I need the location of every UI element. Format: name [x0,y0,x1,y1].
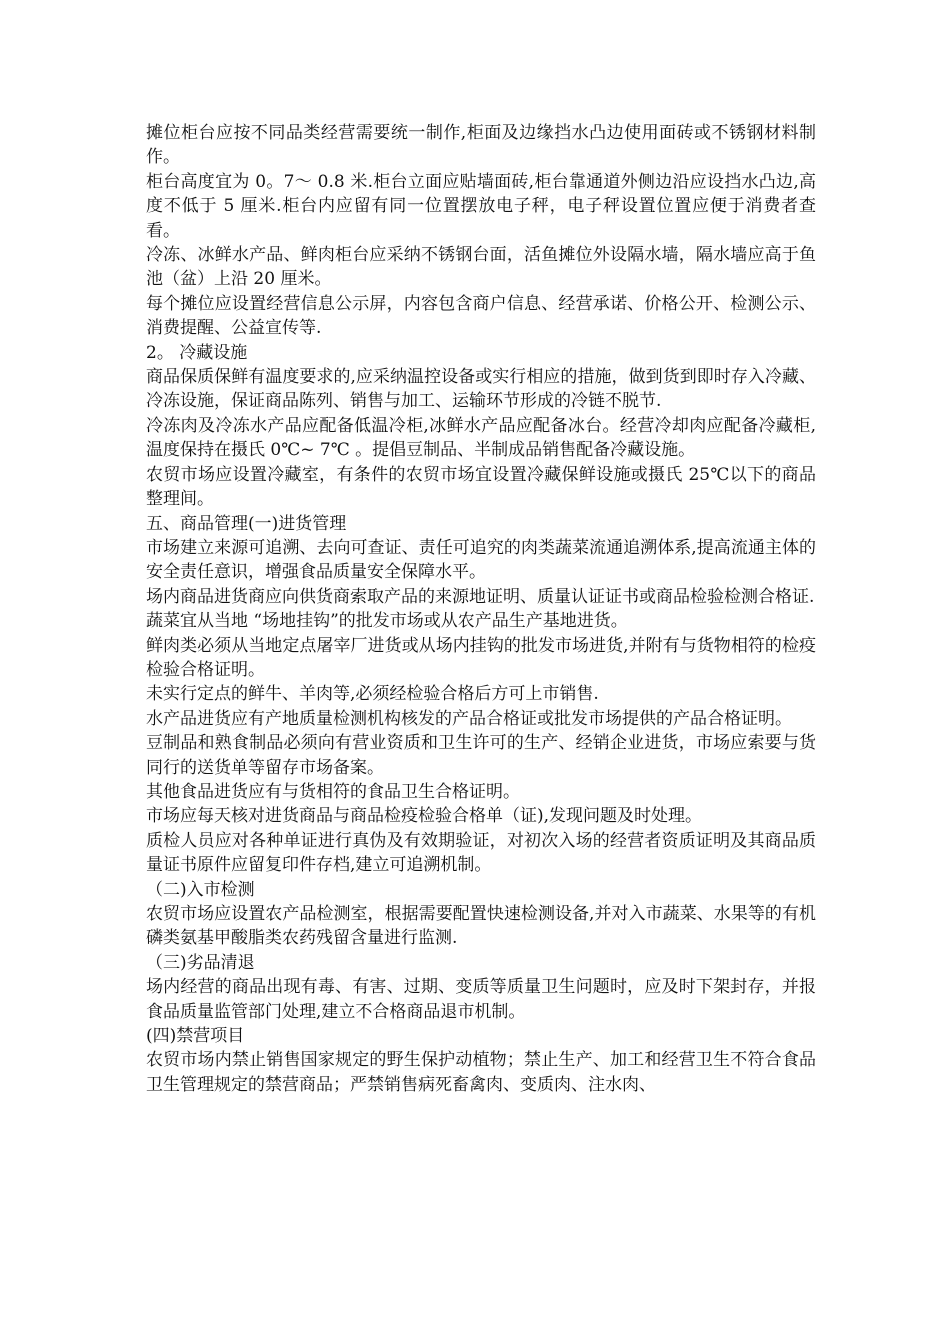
paragraph-cold-chain: 商品保质保鲜有温度要求的,应采纳温控设备或实行相应的措施，做到货到即时存入冷藏、冷冻设施，保证商品陈列、销售与加工、运输环节形成的冷链不脱节. [146,367,816,412]
paragraph-other-food: 其他食品进货应有与货相符的食品卫生合格证明。 [146,781,520,802]
paragraph-prohibited-goods: 农贸市场内禁止销售国家规定的野生保护动植物；禁止生产、加工和经营卫生不符合食品卫生管理规定的禁营商品；严禁销售病死畜禽肉、变质肉、注水肉、 [146,1050,816,1095]
section-heading-cold-storage: 2。 冷藏设施 [146,342,248,363]
section-heading-inferior-goods: （三)劣品清退 [146,952,255,973]
document-body [146,121,816,1097]
paragraph-traceability: 市场建立来源可追溯、去向可查证、责任可追究的肉类蔬菜流通追溯体系,提高流通主体的安全责任意识，增强食品质量安全保障水平。 [146,537,816,583]
paragraph-recall: 场内经营的商品出现有毒、有害、过期、变质等质量卫生问题时，应及时下架封存，并报食品质量监管部门处理,建立不合格商品退市机制。 [146,977,816,1022]
paragraph-soy-cooked-food: 豆制品和熟食制品必须向有营业资质和卫生许可的生产、经销企业进货，市场应索要与货同行的送货单等留存市场备案。 [146,733,816,778]
paragraph-supplier-certificates: 场内商品进货商应向供货商索取产品的来源地证明、质量认证证书或商品检验检测合格证. [146,586,815,607]
paragraph-stainless-counter: 冷冻、冰鲜水产品、鲜肉柜台应采纳不锈钢台面，活鱼摊位外设隔水墙，隔水墙应高于鱼池（盆）上沿 20 厘米。 [146,245,816,290]
paragraph-fresh-meat: 鲜肉类必须从当地定点屠宰厂进货或从场内挂钩的批发市场进货,并附有与货物相符的检疫检验合格证明。 [146,635,816,680]
paragraph-testing-room: 农贸市场应设置农产品检测室，根据需要配置快速检测设备,并对入市蔬菜、水果等的有机磷类氨基甲酸脂类农药残留含量进行监测. [146,904,816,949]
section-heading-market-testing: （二)入市检测 [146,879,255,900]
paragraph-daily-check: 市场应每天核对进货商品与商品检疫检验合格单（证),发现问题及时处理。 [146,806,703,827]
paragraph-beef-mutton: 未实行定点的鲜牛、羊肉等,必须经检验合格后方可上市销售. [146,684,599,705]
section-heading-prohibited-items: (四)禁营项目 [146,1026,245,1047]
paragraph-freezers: 冷冻肉及冷冻水产品应配备低温冷柜,冰鲜水产品应配备冰台。经营冷却肉应配备冷藏柜,温度保持在摄氏 0℃~ 7℃ 。提倡豆制品、半制成品销售配备冷藏设施。 [146,415,816,461]
paragraph-counter-material: 摊位柜台应按不同品类经营需要统一制作,柜面及边缘挡水凸边使用面砖或不锈钢材料制作。 [146,123,816,168]
paragraph-inspector-verification: 质检人员应对各种单证进行真伪及有效期验证，对初次入场的经营者资质证明及其商品质量证书原件应留复印件存档,建立可追溯机制。 [146,830,816,876]
paragraph-counter-height: 柜台高度宜为 0。7～ 0.8 米.柜台立面应贴墙面砖,柜台靠通道外侧边沿应设挡水凸边,高度不低于 5 厘米.柜台内应留有同一位置摆放电子秤，电子秤设置位置应便于消费者查看。 [146,171,816,241]
paragraph-vegetable-sourcing: 蔬菜宜从当地 “场地挂钩”的批发市场或从农产品生产基地进货。 [146,611,628,632]
paragraph-aquatic-products: 水产品进货应有产地质量检测机构核发的产品合格证或批发市场提供的产品合格证明。 [146,708,792,729]
paragraph-cold-room: 农贸市场应设置冷藏室，有条件的农贸市场宜设置冷藏保鲜设施或摄氏 25℃以下的商品整理间。 [146,464,816,510]
section-heading-goods-management: 五、商品管理(一)进货管理 [146,513,347,534]
paragraph-info-screen: 每个摊位应设置经营信息公示屏，内容包含商户信息、经营承诺、价格公开、检测公示、消费提醒、公益宣传等. [146,293,816,339]
